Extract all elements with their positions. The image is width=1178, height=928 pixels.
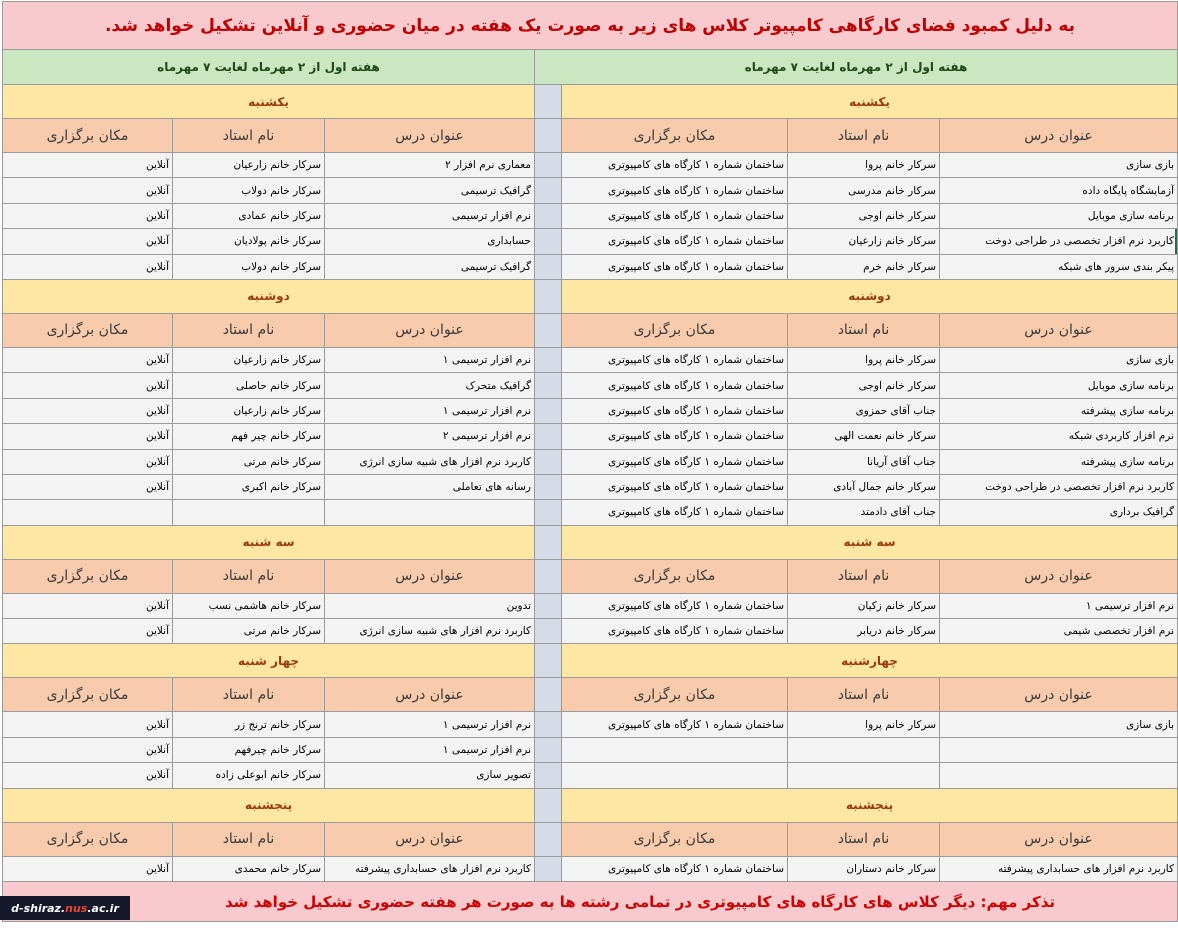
location-cell: ساختمان شماره ۱ کارگاه های کامپیوتری	[561, 373, 787, 398]
teacher-cell: سرکار خانم چیرفهم	[172, 738, 324, 763]
course-cell: نرم افزار تخصصی شیمی	[939, 619, 1177, 644]
course-cell: کاربرد نرم افزار تخصصی در طراحی دوخت	[939, 475, 1177, 500]
teacher-cell: سرکار خانم دولاب	[172, 178, 324, 203]
location-cell: ساختمان شماره ۱ کارگاه های کامپیوتری	[561, 204, 787, 229]
course-cell: نرم افزار ترسیمی ۱	[324, 738, 534, 763]
day-header-row	[2, 789, 1177, 823]
table-row	[2, 178, 1177, 203]
day-header-left: سه شنبه	[2, 526, 534, 560]
location-column-header: مکان برگزاری	[2, 560, 172, 594]
empty-cell	[787, 763, 939, 788]
teacher-cell: سرکار خانم هاشمی نسب	[172, 594, 324, 619]
location-cell: آنلاین	[2, 348, 172, 373]
empty-cell	[561, 738, 787, 763]
teacher-cell: سرکار خانم اوجی	[787, 204, 939, 229]
table-row	[2, 255, 1177, 280]
empty-cell	[324, 500, 534, 525]
teacher-cell: سرکار خانم عمادی	[172, 204, 324, 229]
teacher-column-header: نام استاد	[787, 678, 939, 712]
teacher-cell: سرکار خانم مدرسی	[787, 178, 939, 203]
week-header-row	[2, 50, 1177, 85]
course-cell: کاربرد نرم افزار های شبیه سازی انرژی	[324, 450, 534, 475]
location-cell: ساختمان شماره ۱ کارگاه های کامپیوتری	[561, 424, 787, 449]
course-cell: نرم افزار ترسیمی ۲	[324, 424, 534, 449]
day-header-left: چهار شنبه	[2, 644, 534, 678]
course-cell: گرافیک ترسیمی	[324, 178, 534, 203]
location-cell: آنلاین	[2, 153, 172, 178]
teacher-column-header: نام استاد	[787, 823, 939, 857]
empty-cell	[939, 738, 1177, 763]
column-separator	[534, 560, 561, 594]
week-header-right: هفته اول از ۲ مهرماه لغایت ۷ مهرماه	[534, 50, 1177, 85]
course-cell: برنامه سازی موبایل	[939, 204, 1177, 229]
teacher-cell: سرکار خانم ترنج زر	[172, 712, 324, 737]
location-cell: آنلاین	[2, 229, 172, 254]
location-cell: آنلاین	[2, 475, 172, 500]
course-cell: آزمایشگاه پایگاه داده	[939, 178, 1177, 203]
course-cell: گرافیک متحرک	[324, 373, 534, 398]
location-cell: آنلاین	[2, 712, 172, 737]
teacher-cell: سرکار خانم دریابر	[787, 619, 939, 644]
table-row	[2, 594, 1177, 619]
day-header-left: دوشنبه	[2, 280, 534, 314]
schedule-sheet	[2, 1, 1178, 922]
course-column-header: عنوان درس	[939, 314, 1177, 348]
notice-banner: به دلیل کمبود فضای کارگاهی کامپیوتر کلاس های زیر به صورت یک هفته در میان حضوری و آنلاین تشکیل خواهد شد.	[2, 2, 1177, 50]
course-cell: معماری نرم افزار ۲	[324, 153, 534, 178]
teacher-cell: سرکار خانم زارعیان	[172, 348, 324, 373]
teacher-cell: جناب آقای حمزوی	[787, 399, 939, 424]
table-row	[2, 712, 1177, 737]
teacher-cell: سرکار خانم چیر فهم	[172, 424, 324, 449]
teacher-cell: سرکار خانم اکبری	[172, 475, 324, 500]
location-column-header: مکان برگزاری	[561, 119, 787, 153]
course-cell: کاربرد نرم افزار تخصصی در طراحی دوخت	[939, 229, 1177, 254]
day-header-right: چهارشنبه	[561, 644, 1177, 678]
column-separator	[534, 153, 561, 178]
column-separator	[534, 204, 561, 229]
table-row	[2, 763, 1177, 788]
column-separator	[534, 475, 561, 500]
column-separator	[534, 500, 561, 525]
location-cell: ساختمان شماره ۱ کارگاه های کامپیوتری	[561, 348, 787, 373]
teacher-cell: سرکار خانم پولادیان	[172, 229, 324, 254]
day-header-row	[2, 526, 1177, 560]
table-row	[2, 399, 1177, 424]
teacher-cell: سرکار خانم حاصلی	[172, 373, 324, 398]
column-separator	[534, 823, 561, 857]
empty-cell	[172, 500, 324, 525]
location-cell: ساختمان شماره ۱ کارگاه های کامپیوتری	[561, 857, 787, 882]
column-separator	[534, 373, 561, 398]
day-header-row	[2, 85, 1177, 119]
course-column-header: عنوان درس	[324, 119, 534, 153]
location-cell: آنلاین	[2, 763, 172, 788]
course-column-header: عنوان درس	[324, 560, 534, 594]
column-separator	[534, 229, 561, 254]
column-separator	[534, 857, 561, 882]
column-separator	[534, 85, 561, 119]
course-column-header: عنوان درس	[939, 119, 1177, 153]
course-column-header: عنوان درس	[324, 823, 534, 857]
location-column-header: مکان برگزاری	[2, 823, 172, 857]
column-separator	[534, 178, 561, 203]
teacher-cell: سرکار خانم پروا	[787, 712, 939, 737]
teacher-column-header: نام استاد	[787, 560, 939, 594]
location-cell: ساختمان شماره ۱ کارگاه های کامپیوتری	[561, 619, 787, 644]
teacher-cell: سرکار خانم دولاب	[172, 255, 324, 280]
location-cell: ساختمان شماره ۱ کارگاه های کامپیوتری	[561, 178, 787, 203]
location-cell: آنلاین	[2, 619, 172, 644]
course-cell: حسابداری	[324, 229, 534, 254]
teacher-cell: سرکار خانم ابوعلی زاده	[172, 763, 324, 788]
location-cell: ساختمان شماره ۱ کارگاه های کامپیوتری	[561, 712, 787, 737]
location-cell: ساختمان شماره ۱ کارگاه های کامپیوتری	[561, 450, 787, 475]
teacher-cell: سرکار خانم دستاران	[787, 857, 939, 882]
day-header-right: یکشنبه	[561, 85, 1177, 119]
course-column-header: عنوان درس	[939, 560, 1177, 594]
table-row	[2, 500, 1177, 525]
table-row	[2, 153, 1177, 178]
column-separator	[534, 119, 561, 153]
location-cell: ساختمان شماره ۱ کارگاه های کامپیوتری	[561, 594, 787, 619]
teacher-cell: جناب آقای آریانا	[787, 450, 939, 475]
location-column-header: مکان برگزاری	[2, 314, 172, 348]
course-cell: نرم افزار ترسیمی ۱	[939, 594, 1177, 619]
table-row	[2, 424, 1177, 449]
course-cell: برنامه سازی پیشرفته	[939, 450, 1177, 475]
teacher-column-header: نام استاد	[172, 823, 324, 857]
watermark-prefix: d-shiraz.	[11, 901, 66, 915]
course-cell: برنامه سازی موبایل	[939, 373, 1177, 398]
teacher-cell: سرکار خانم مرتی	[172, 450, 324, 475]
location-column-header: مکان برگزاری	[2, 119, 172, 153]
location-cell: ساختمان شماره ۱ کارگاه های کامپیوتری	[561, 500, 787, 525]
day-header-left: پنجشنبه	[2, 789, 534, 823]
location-cell: آنلاین	[2, 373, 172, 398]
column-separator	[534, 644, 561, 678]
column-separator	[534, 348, 561, 373]
location-cell: آنلاین	[2, 399, 172, 424]
column-separator	[534, 594, 561, 619]
course-cell: بازی سازی	[939, 348, 1177, 373]
teacher-cell: سرکار خانم زارعیان	[172, 153, 324, 178]
table-row	[2, 204, 1177, 229]
location-column-header: مکان برگزاری	[561, 314, 787, 348]
location-cell: آنلاین	[2, 204, 172, 229]
teacher-column-header: نام استاد	[787, 119, 939, 153]
empty-cell	[939, 763, 1177, 788]
column-separator	[534, 424, 561, 449]
column-separator	[534, 738, 561, 763]
location-cell: آنلاین	[2, 857, 172, 882]
teacher-cell: سرکار خانم زارعیان	[787, 229, 939, 254]
course-cell: گرافیک برداری	[939, 500, 1177, 525]
course-cell: بازی سازی	[939, 712, 1177, 737]
location-cell: ساختمان شماره ۱ کارگاه های کامپیوتری	[561, 399, 787, 424]
column-header-row	[2, 314, 1177, 348]
course-column-header: عنوان درس	[939, 823, 1177, 857]
teacher-column-header: نام استاد	[787, 314, 939, 348]
location-cell: ساختمان شماره ۱ کارگاه های کامپیوتری	[561, 229, 787, 254]
table-row	[2, 738, 1177, 763]
course-column-header: عنوان درس	[939, 678, 1177, 712]
important-note-footer: تذکر مهم: دیگر کلاس های کارگاه های کامپیوتری در تمامی رشته ها به صورت هر هفته حضوری تشکیل خواهد شد	[2, 882, 1177, 922]
course-cell: نرم افزار ترسیمی ۱	[324, 399, 534, 424]
teacher-cell: سرکار خانم پروا	[787, 348, 939, 373]
teacher-cell: سرکار خانم جمال آبادی	[787, 475, 939, 500]
week-header-left: هفته اول از ۲ مهرماه لغایت ۷ مهرماه	[2, 50, 534, 85]
table-row	[2, 619, 1177, 644]
course-cell: تدوین	[324, 594, 534, 619]
teacher-column-header: نام استاد	[172, 119, 324, 153]
course-cell: نرم افزار ترسیمی ۱	[324, 712, 534, 737]
column-separator	[534, 789, 561, 823]
teacher-cell: سرکار خانم زکیان	[787, 594, 939, 619]
course-cell: کاربرد نرم افزار های حسابداری پیشرفته	[939, 857, 1177, 882]
empty-cell	[787, 738, 939, 763]
day-header-row	[2, 644, 1177, 678]
location-cell: آنلاین	[2, 450, 172, 475]
course-cell: گرافیک ترسیمی	[324, 255, 534, 280]
location-column-header: مکان برگزاری	[561, 560, 787, 594]
location-cell: آنلاین	[2, 594, 172, 619]
table-row	[2, 348, 1177, 373]
empty-cell	[561, 763, 787, 788]
table-row	[2, 857, 1177, 882]
column-separator	[534, 678, 561, 712]
site-watermark	[0, 896, 130, 920]
day-header-right: دوشنبه	[561, 280, 1177, 314]
teacher-cell: سرکار خانم زارعیان	[172, 399, 324, 424]
location-cell: آنلاین	[2, 255, 172, 280]
teacher-cell: سرکار خانم اوجی	[787, 373, 939, 398]
location-cell: ساختمان شماره ۱ کارگاه های کامپیوتری	[561, 475, 787, 500]
location-cell: آنلاین	[2, 738, 172, 763]
teacher-cell: سرکار خانم خرم	[787, 255, 939, 280]
course-cell: کاربرد نرم افزار های شبیه سازی انرژی	[324, 619, 534, 644]
table-row	[2, 475, 1177, 500]
teacher-cell: سرکار خانم مرتی	[172, 619, 324, 644]
teacher-cell: جناب آقای دادمتد	[787, 500, 939, 525]
column-header-row	[2, 823, 1177, 857]
course-cell: نرم افزار ترسیمی	[324, 204, 534, 229]
location-column-header: مکان برگزاری	[561, 823, 787, 857]
teacher-cell: سرکار خانم محمدی	[172, 857, 324, 882]
watermark-suffix: .ac.ir	[87, 901, 119, 915]
column-separator	[534, 619, 561, 644]
watermark-mid: nus	[65, 901, 88, 915]
teacher-cell: سرکار خانم نعمت الهی	[787, 424, 939, 449]
course-cell: نرم افزار کاربردی شبکه	[939, 424, 1177, 449]
day-header-right: پنجشنبه	[561, 789, 1177, 823]
column-header-row	[2, 119, 1177, 153]
course-cell: کاربرد نرم افزار های حسابداری پیشرفته	[324, 857, 534, 882]
column-separator	[534, 255, 561, 280]
column-separator	[534, 399, 561, 424]
column-separator	[534, 450, 561, 475]
teacher-column-header: نام استاد	[172, 560, 324, 594]
course-column-header: عنوان درس	[324, 314, 534, 348]
course-cell: بازی سازی	[939, 153, 1177, 178]
location-cell: آنلاین	[2, 424, 172, 449]
course-cell: رسانه های تعاملی	[324, 475, 534, 500]
column-header-row	[2, 678, 1177, 712]
course-cell: پیکر بندی سرور های شبکه	[939, 255, 1177, 280]
location-column-header: مکان برگزاری	[561, 678, 787, 712]
location-cell: ساختمان شماره ۱ کارگاه های کامپیوتری	[561, 255, 787, 280]
column-separator	[534, 314, 561, 348]
table-row	[2, 229, 1177, 254]
location-column-header: مکان برگزاری	[2, 678, 172, 712]
column-header-row	[2, 560, 1177, 594]
column-separator	[534, 526, 561, 560]
course-cell: تصویر سازی	[324, 763, 534, 788]
column-separator	[534, 712, 561, 737]
course-column-header: عنوان درس	[324, 678, 534, 712]
day-header-left: یکشنبه	[2, 85, 534, 119]
table-row	[2, 373, 1177, 398]
teacher-column-header: نام استاد	[172, 678, 324, 712]
location-cell: آنلاین	[2, 178, 172, 203]
column-separator	[534, 280, 561, 314]
table-row	[2, 450, 1177, 475]
location-cell: ساختمان شماره ۱ کارگاه های کامپیوتری	[561, 153, 787, 178]
column-separator	[534, 763, 561, 788]
day-header-right: سه شنبه	[561, 526, 1177, 560]
course-cell: نرم افزار ترسیمی ۱	[324, 348, 534, 373]
teacher-column-header: نام استاد	[172, 314, 324, 348]
teacher-cell: سرکار خانم پروا	[787, 153, 939, 178]
empty-cell	[2, 500, 172, 525]
course-cell: برنامه سازی پیشرفته	[939, 399, 1177, 424]
day-header-row	[2, 280, 1177, 314]
